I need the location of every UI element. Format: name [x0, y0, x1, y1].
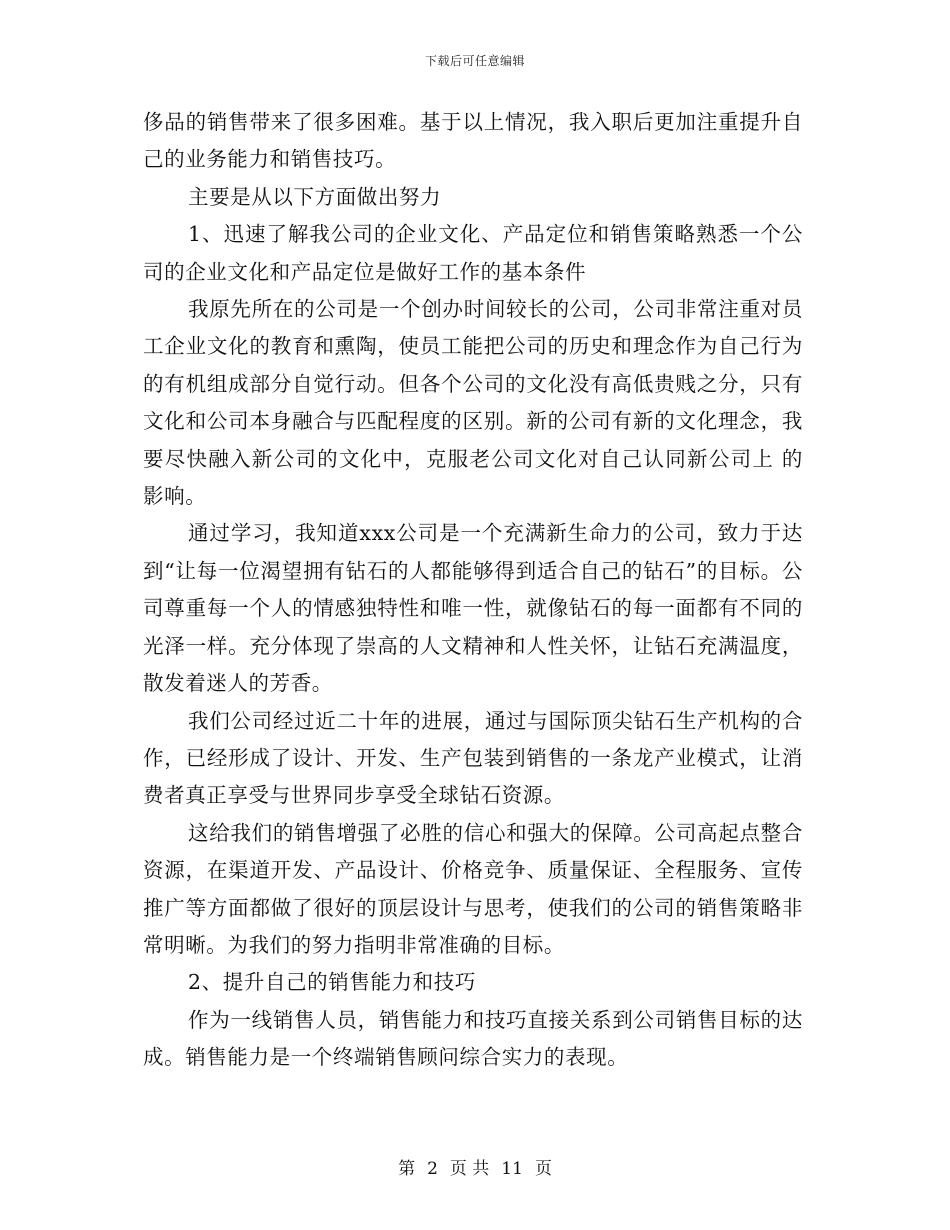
paragraph-2: 主要是从以下方面做出努力	[188, 184, 442, 209]
page-header: 下载后可任意编辑	[424, 54, 525, 68]
paragraph-6: 我们公司经过近二十年的进展，通过与国际顶尖钻石生产机构的合作，已经形成了设计、开发、生产包装到销售的一条龙产业模式，让消费者真正享受与世界同步享受全球钻石资源。	[143, 708, 803, 808]
footer-middle: 页 共	[449, 1159, 490, 1179]
paragraph-1: 侈品的销售带来了很多困难。基于以上情况，我入职后更加注重提升自己的业务能力和销售技巧。	[143, 110, 803, 172]
paragraph-3: 1、迅速了解我公司的企业文化、产品定位和销售策略熟悉一个公司的企业文化和产品定位是做好工作的基本条件	[143, 222, 803, 284]
paragraph-9: 作为一线销售人员，销售能力和技巧直接关系到公司销售目标的达成。销售能力是一个终端销售顾问综合实力的表现。	[143, 1007, 803, 1070]
paragraph-4: 我原先所在的公司是一个创办时间较长的公司，公司非常注重对员工企业文化的教育和熏陶，使员工能把公司的历史和理念作为自己行为的有机组成部分自觉行动。但各个公司的文化没有高低贵贱之分，只有文化和公司本身融合与匹配程度的区别。新的公司有新的文化理念，我要尽快融入新公司的文化中，克服老公司文化对自己认同新公司上 的影响。	[143, 297, 803, 509]
footer-prefix: 第	[398, 1159, 416, 1179]
paragraph-5: 通过学习，我知道xxx公司是一个充满新生命力的公司，致力于达到“让每一位渴望拥有钻石的人都能够得到适合自己的钻石”的目标。公司尊重每一个人的情感独特性和唯一性，就像钻石的每一面都有不同的光泽一样。充分体现了崇高的人文精神和人性关怀，让钻石充满温度，散发着迷人的芳香。	[143, 521, 803, 696]
total-page-count: 11	[501, 1159, 523, 1179]
footer-suffix: 页	[534, 1159, 552, 1179]
paragraph-8: 2、提升自己的销售能力和技巧	[188, 970, 476, 995]
current-page-number: 2	[427, 1159, 438, 1179]
paragraph-7: 这给我们的销售增强了必胜的信心和强大的保障。公司高起点整合资源，在渠道开发、产品设计、价格竞争、质量保证、全程服务、宣传推广等方面都做了很好的顶层设计与思考，使我们的公司的销售策略非常明晰。为我们的努力指明非常准确的目标。	[143, 820, 803, 957]
page-footer	[0, 1154, 950, 1179]
document-body	[143, 104, 803, 1077]
